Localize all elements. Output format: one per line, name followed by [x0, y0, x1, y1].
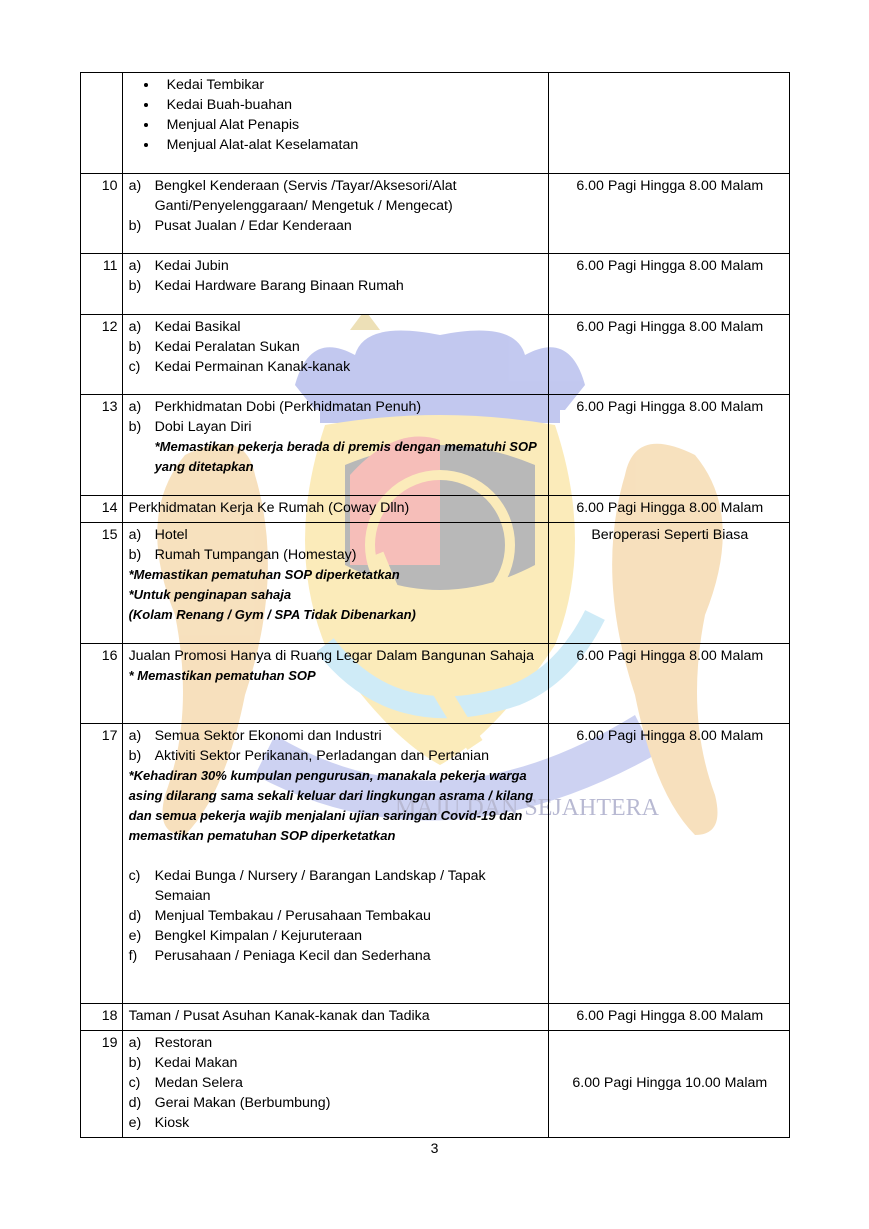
list-item: b) Rumah Tumpangan (Homestay): [128, 547, 357, 563]
row-description: [122, 1031, 548, 1138]
operating-hours: 6.00 Pagi Hingga 8.00 Malam: [548, 315, 789, 395]
list-item: a) Restoran: [128, 1035, 213, 1051]
row-number: 11: [81, 254, 123, 315]
operating-hours: 6.00 Pagi Hingga 8.00 Malam: [548, 254, 789, 315]
operating-hours: [548, 73, 789, 174]
list-item: • Kedai Buah-buahan: [159, 95, 544, 115]
list-item: • Kedai Tembikar: [159, 75, 544, 95]
list-item: b) Pusat Jualan / Edar Kenderaan: [128, 218, 352, 234]
table-row: [81, 523, 790, 644]
row-description: [122, 395, 548, 496]
row-description: [122, 254, 548, 315]
operating-hours: Beroperasi Seperti Biasa: [548, 523, 789, 644]
list-item: b) Kedai Hardware Barang Binaan Rumah: [128, 278, 404, 294]
list-item: c) Kedai Permainan Kanak-kanak: [128, 359, 351, 375]
list-item: • Menjual Alat Penapis: [159, 115, 544, 135]
sop-note: *Kehadiran 30% kumpulan pengurusan, manakala pekerja warga asing dilarang sama sekali keluar dari lingkungan asrama / kilang dan semua pekerja wajib menjalani ujian saringan Covid-19 dan memastikan pematuhan SOP diperketatkan: [128, 768, 534, 843]
row-number: 14: [81, 496, 123, 523]
row-number: 15: [81, 523, 123, 644]
row-number: 12: [81, 315, 123, 395]
table-row: [81, 724, 790, 1004]
list-item: a) Bengkel Kenderaan (Servis /Tayar/Aksesori/Alat Ganti/Penyelenggaraan/ Mengetuk / Mengecat): [128, 178, 457, 214]
list-item: c) Kedai Bunga / Nursery / Barangan Landskap / Tapak Semaian: [128, 868, 486, 904]
table-row: [81, 174, 790, 254]
list-item: b) Dobi Layan Diri: [128, 419, 252, 435]
list-item: a) Kedai Jubin: [128, 258, 229, 274]
row-number: 10: [81, 174, 123, 254]
operating-hours: 6.00 Pagi Hingga 10.00 Malam: [548, 1031, 789, 1138]
row-number: [81, 73, 123, 174]
table-row: [81, 254, 790, 315]
list-item: a) Kedai Basikal: [128, 319, 241, 335]
operating-hours: 6.00 Pagi Hingga 8.00 Malam: [548, 1004, 789, 1031]
row-description: [122, 724, 548, 1004]
operating-hours: 6.00 Pagi Hingga 8.00 Malam: [548, 174, 789, 254]
list-item: d) Menjual Tembakau / Perusahaan Tembakau: [128, 908, 431, 924]
list-item: • Menjual Alat-alat Keselamatan: [159, 135, 544, 155]
list-item: d) Gerai Makan (Berbumbung): [128, 1095, 331, 1111]
table-row: [81, 644, 790, 724]
operating-hours: 6.00 Pagi Hingga 8.00 Malam: [548, 724, 789, 1004]
row-text: Jualan Promosi Hanya di Ruang Legar Dalam Bangunan Sahaja: [128, 648, 534, 664]
operating-hours: 6.00 Pagi Hingga 8.00 Malam: [548, 496, 789, 523]
business-hours-table: [80, 72, 790, 1138]
table-row: [81, 1031, 790, 1138]
table-row: [81, 395, 790, 496]
row-number: 19: [81, 1031, 123, 1138]
sop-note: *Untuk penginapan sahaja: [128, 587, 292, 602]
row-number: 16: [81, 644, 123, 724]
sop-note: *Memastikan pekerja berada di premis dengan mematuhi SOP yang ditetapkan: [154, 439, 537, 474]
list-item: b) Kedai Peralatan Sukan: [128, 339, 300, 355]
list-item: b) Kedai Makan: [128, 1055, 238, 1071]
list-item: a) Semua Sektor Ekonomi dan Industri: [128, 728, 382, 744]
list-item: f) Perusahaan / Peniaga Kecil dan Sederhana: [128, 948, 431, 964]
row-description: Perkhidmatan Kerja Ke Rumah (Coway Dlln): [122, 496, 548, 523]
motto-text: MAJU DAN SEJAHTERA: [395, 795, 660, 821]
table-row: [81, 496, 790, 523]
operating-hours: 6.00 Pagi Hingga 8.00 Malam: [548, 644, 789, 724]
sop-note: (Kolam Renang / Gym / SPA Tidak Dibenarkan): [128, 607, 416, 622]
list-item: a) Hotel: [128, 527, 188, 543]
row-number: 18: [81, 1004, 123, 1031]
sop-note: * Memastikan pematuhan SOP: [128, 668, 316, 683]
row-number: 13: [81, 395, 123, 496]
page-number: 3: [430, 1140, 439, 1156]
list-item: a) Perkhidmatan Dobi (Perkhidmatan Penuh): [128, 399, 422, 415]
table-row: [81, 73, 790, 174]
table-row: [81, 315, 790, 395]
row-description: Taman / Pusat Asuhan Kanak-kanak dan Tadika: [122, 1004, 548, 1031]
list-item: e) Bengkel Kimpalan / Kejuruteraan: [128, 928, 363, 944]
list-item: e) Kiosk: [128, 1115, 190, 1131]
list-item: c) Medan Selera: [128, 1075, 243, 1091]
row-description: [122, 644, 548, 724]
operating-hours: 6.00 Pagi Hingga 8.00 Malam: [548, 395, 789, 496]
row-description: [122, 73, 548, 174]
row-description: [122, 523, 548, 644]
row-description: [122, 315, 548, 395]
row-number: 17: [81, 724, 123, 1004]
row-description: [122, 174, 548, 254]
sop-note: *Memastikan pematuhan SOP diperketatkan: [128, 567, 400, 582]
list-item: b) Aktiviti Sektor Perikanan, Perladangan dan Pertanian: [128, 748, 489, 764]
table-row: [81, 1004, 790, 1031]
